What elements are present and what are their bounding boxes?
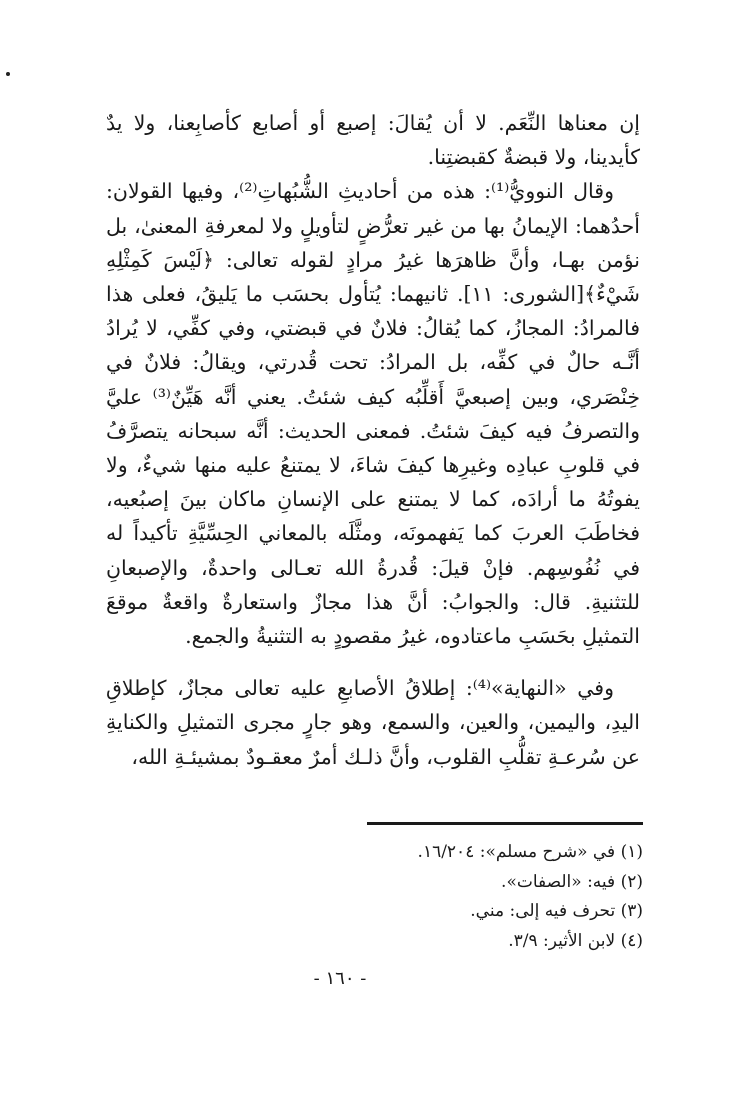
footnote-3: (٣) تحرف فيه إلى: مني. bbox=[470, 901, 643, 921]
paragraph-3: وفي «النهاية»⁽⁴⁾: إطلاقُ الأصابعِ عليه تعالى مجازٌ، كإطلاقِ اليدِ، واليمين، والعين، والسمع، وهو جارٍ مجرى التمثيلِ والكنايةِ عن سُرعـةِ تقلُّبِ القلوب، وأنَّ ذلـك أمرٌ معقـودٌ بمشيئـةِ الله، bbox=[106, 676, 640, 769]
footnote-1: (١) في «شرح مسلم»: ١٦/٢٠٤. bbox=[417, 842, 643, 862]
footnote-separator bbox=[367, 822, 643, 825]
scan-edge-mark bbox=[6, 72, 10, 76]
page-number: - ١٦٠ - bbox=[313, 968, 367, 989]
footnotes bbox=[300, 838, 643, 956]
paragraph-1: إن معناها النِّعَم. لا أن يُقالَ: إصبع أو أصابع كأصابِعنا، ولا يدٌ كأيدينا، ولا قبضةٌ كقبضتِنا. bbox=[106, 111, 640, 170]
main-text bbox=[106, 106, 640, 774]
footnote-2: (٢) فيه: «الصفات». bbox=[501, 871, 643, 892]
footnote-4: (٤) لابن الأثير: ٣/٩. bbox=[508, 930, 643, 951]
paragraph-2: وقال النوويُّ⁽¹⁾: هذه من أحاديثِ الشُّبُهاتِ⁽²⁾، وفيها القولان: أحدُهما: الإيمانُ بها من غير تعرُّضٍ لتأويلٍ ولا لمعرفةِ المعنىٰ، بل نؤمن بهـا، وأنَّ ظاهرَها غيرُ مرادٍ لقوله تعالى: ﴿لَيْسَ كَمِثْلِهِ شَيْءٌ﴾[الشورى: ١١]. ثانيهما: يُتأول بحسَب ما يَليقُ، فعلى هذا فالمرادُ: المجازُ، كما يُقالُ: فلانٌ في قبضتي، وفي كفِّي، لا يُرادُ أنَّـه حالٌ في كفِّه، بل المرادُ: تحت قُدرتي، ويقالُ: فلانٌ في خِنْصَري، وبين إصبعيَّ أَقلِّبُه كيف شئتُ. يعني أنَّه هَيِّنٌ⁽³⁾ عليَّ والتصرفُ فيه كيفَ شئتُ. فمعنى الحديث: أنَّه سبحانه يتصرَّفُ في قلوبِ عبادِه وغيرِها كيفَ شاءَ، لا يمتنعُ عليه منها شيءٌ، ولا يفوتُهُ ما أرادَه، كما لا يمتنع على الإنسانِ ماكان بينَ إصبُعيه، فخاطَبَ العربَ كما يَفهمونَه، ومثَّلَه بالمعاني الحِسِّيَّةِ تأكيداً له في نُفُوسِهم. فإنْ قيلَ: قُدرةُ الله تعـالى واحدةٌ، والإصبعانِ للتثنيةِ. قال: والجوابُ: أنَّ هذا مجازٌ واستعارةٌ واقعةٌ موقعَ التمثيلِ بحَسَبِ ماعتادوه، غيرُ مقصودٍ به التثنيةُ والجمع. bbox=[106, 179, 640, 649]
